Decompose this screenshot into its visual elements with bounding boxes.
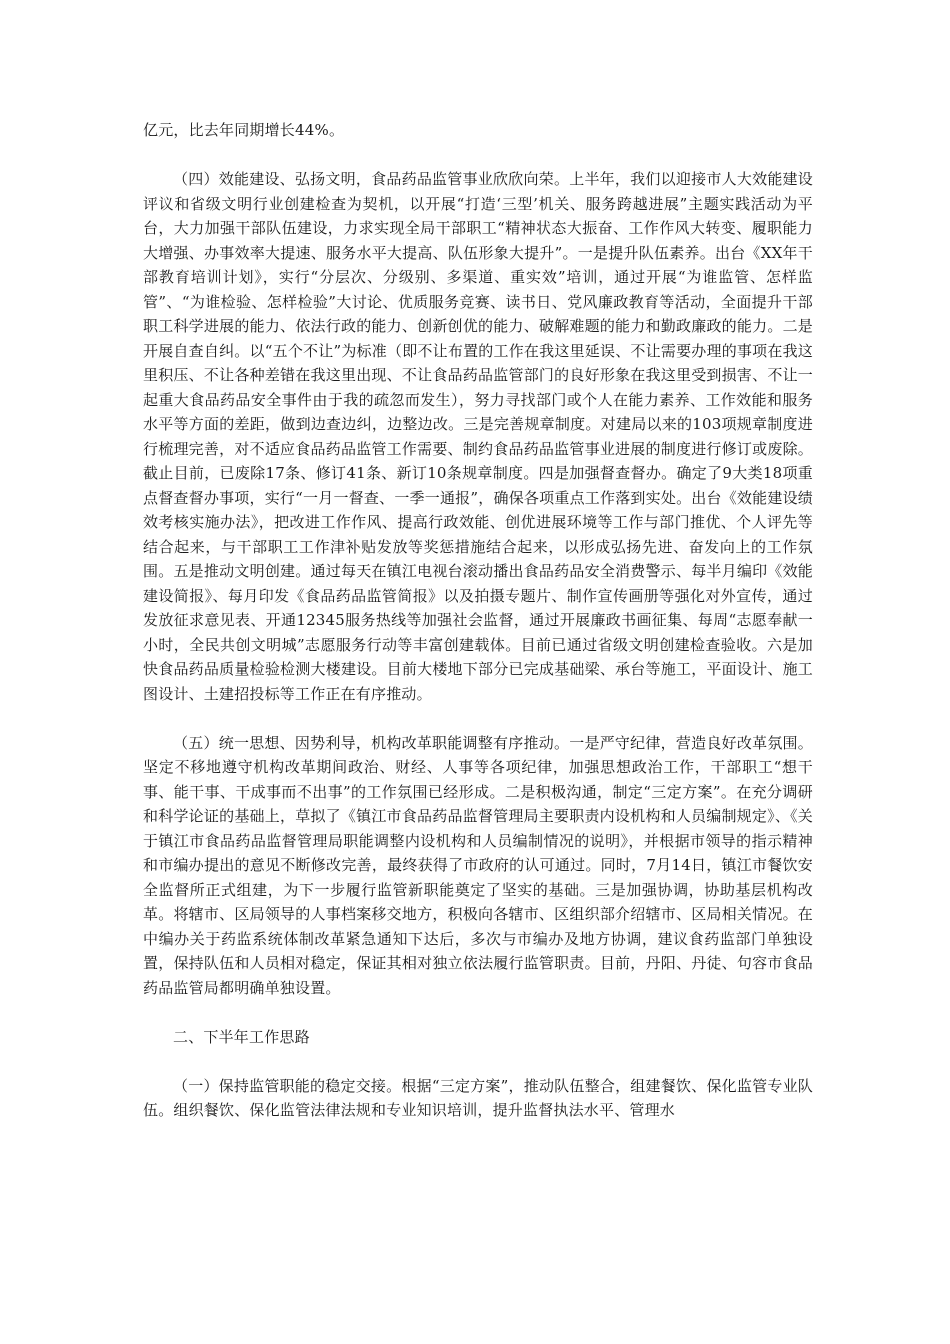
section-heading-second-half-plan: 二、下半年工作思路 [173,1027,310,1046]
paragraph-section-four: （四）效能建设、弘扬文明，食品药品监管事业欣欣向荣。上半年，我们以迎接市人大效能建设评议和省级文明行业创建检查为契机，以开展“打造‘三型’机关、服务跨越进展”主题实践活动为平台，大力加强干部队伍建设，力求实现全局干部职工“精神状态大振奋、工作作风大转变、履职能力大增强、办事效率大提速、服务水平大提高、队伍形象大提升”。一是提升队伍素养。出台《XX年干部教育培训计划》，实行“分层次、分级别、多渠道、重实效”培训，通过开展“为谁监管、怎样监管”、“为谁检验、怎样检验”大讨论、优质服务竞赛、读书日、党风廉政教育等活动，全面提升干部职工科学进展的能力、依法行政的能力、创新创优的能力、破解难题的能力和勤政廉政的能力。二是开展自查自纠。以“五个不让”为标准（即不让布置的工作在我这里延误、不让需要办理的事项在我这里积压、不让各种差错在我这里出现、不让食品药品监管部门的良好形象在我这里受到损害、不让一起重大食品药品安全事件由于我的疏忽而发生），努力寻找部门或个人在能力素养、工作效能和服务水平等方面的差距，做到边查边纠，边整边改。三是完善规章制度。对建局以来的103项规章制度进行梳理完善，对不适应食品药品监管工作需要、制约食品药品监管事业进展的制度进行修订或废除。截止目前，已废除17条、修订41条、新订10条规章制度。四是加强督查督办。确定了9大类18项重点督查督办事项，实行“一月一督查、一季一通报”，确保各项重点工作落到实处。出台《效能建设绩效考核实施办法》，把改进工作作风、提高行政效能、创优进展环境等工作与部门推优、个人评先等结合起来，与干部职工工作津补贴发放等奖惩措施结合起来，以形成弘扬先进、奋发向上的工作氛围。五是推动文明创建。通过每天在镇江电视台滚动播出食品药品安全消费警示、每半月编印《效能建设简报》、每月印发《食品药品监管简报》以及拍摄专题片、制作宣传画册等强化对外宣传，通过发放征求意见表、开通12345服务热线等加强社会监督，通过开展廉政书画征集、每周“志愿奉献一小时，全民共创文明城”志愿服务行动等丰富创建载体。目前已通过省级文明创建检查验收。六是加快食品药品质量检验检测大楼建设。目前大楼地下部分已完成基础梁、承台等施工，平面设计、施工图设计、土建招投标等工作正在有序推动。 [143,170,813,703]
paragraph-section-five: （五）统一思想、因势利导，机构改革职能调整有序推动。一是严守纪律，营造良好改革氛围。坚定不移地遵守机构改革期间政治、财经、人事等各项纪律，加强思想政治工作，干部职工“想干事、能干事、干成事而不出事”的工作氛围已经形成。二是积极沟通，制定“三定方案”。在充分调研和科学论证的基础上，草拟了《镇江市食品药品监督管理局主要职责内设机构和人员编制规定》、《关于镇江市食品药品监督管理局职能调整内设机构和人员编制情况的说明》，并根据市领导的指示精神和市编办提出的意见不断修改完善，最终获得了市政府的认可通过。同时，7月14日，镇江市餐饮安全监督所正式组建，为下一步履行监管新职能奠定了坚实的基础。三是加强协调，协助基层机构改革。将辖市、区局领导的人事档案移交地方，积极向各辖市、区组织部介绍辖市、区局相关情况。在中编办关于药监系统体制改革紧急通知下达后，多次与市编办及地方协调，建议食药监部门单独设置，保持队伍和人员相对稳定，保证其相对独立依法履行监管职责。目前，丹阳、丹徒、句容市食品药品监管局都明确单独设置。 [143,733,813,997]
paragraph-continuation: 亿元，比去年同期增长44%。 [143,121,345,139]
paragraph-plan-item-one: （一）保持监管职能的稳定交接。根据“三定方案”，推动队伍整合，组建餐饮、保化监管专业队伍。组织餐饮、保化监管法律法规和专业知识培训，提升监督执法水平、管理水 [143,1076,813,1119]
document-page [143,118,813,1123]
